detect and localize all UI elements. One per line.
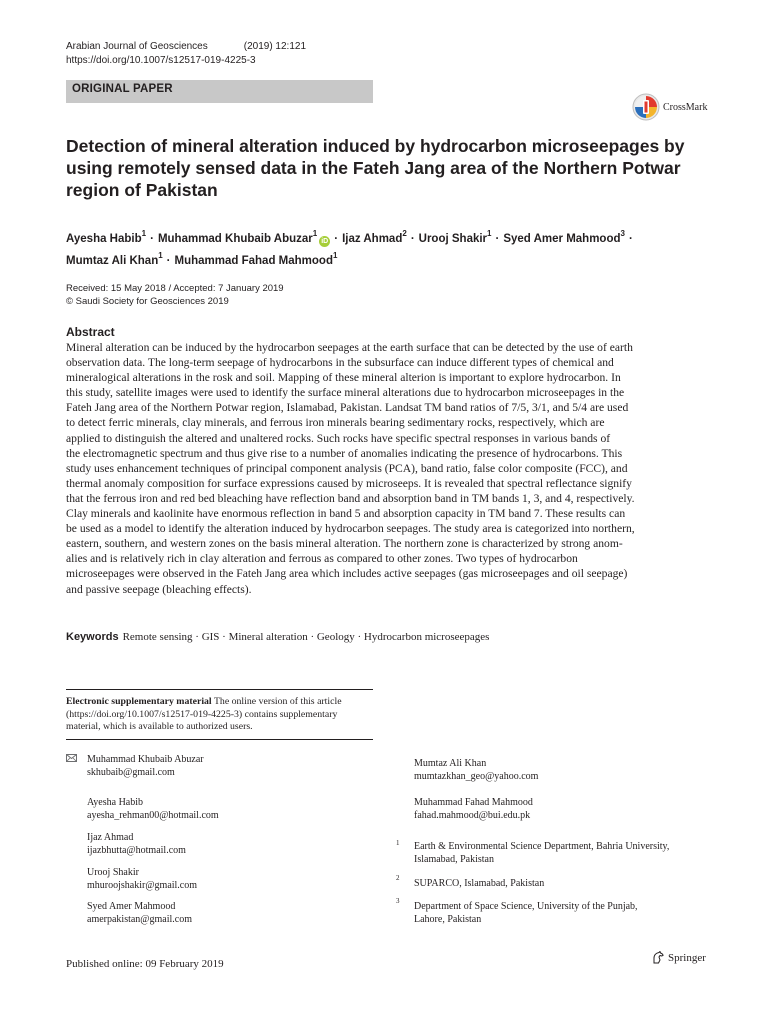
abstract-line: observation data. The long-term seepage of hydrocarbons in the subsurface can induce different types of chemical and: [66, 356, 614, 370]
author-list: [66, 226, 726, 270]
esm-divider-top: [66, 689, 373, 690]
article-type-label: ORIGINAL PAPER: [72, 83, 173, 95]
author-affiliation-mark: 1: [141, 229, 147, 238]
author-affiliation-mark: 1: [158, 250, 163, 260]
contact-entry: [87, 831, 186, 857]
crossmark-badge[interactable]: [632, 93, 707, 121]
springer-logo: [652, 951, 706, 964]
envelope-icon: [66, 754, 77, 762]
copyright-notice: © Saudi Society for Geosciences 2019: [66, 296, 229, 307]
keywords-line: [66, 631, 489, 643]
affiliation-line: Lahore, Pakistan: [414, 914, 482, 925]
abstract-body: [66, 340, 702, 597]
abstract-line: Fateh Jang area of the Northern Potwar region, Islamabad, Pakistan. Landsat TM band ratios of 7/5, 3/1, and 5/4 are used: [66, 401, 629, 415]
keywords-list: Remote sensing · GIS · Mineral alteration · Geology · Hydrocarbon microseepages: [122, 631, 490, 643]
abstract-line: study uses enhancement techniques of principal component analysis (PCA), band ratio, false color composite (FCC), and: [66, 461, 628, 475]
author-name[interactable]: Muhammad Fahad Mahmood: [174, 254, 333, 267]
author-separator: ·: [495, 232, 500, 245]
contact-email[interactable]: mhuroojshakir@gmail.com: [87, 880, 198, 891]
abstract-line: microseepages were observed in the Fateh Jang area which includes active seepages (gas microseepages and oil seepage): [66, 567, 628, 581]
abstract-line: eastern, southern, and western zones on the basis mineral alteration. The northern zone is characterized by strong anom-: [66, 537, 623, 551]
affiliation-number: 3: [396, 897, 400, 905]
contact-name: Muhammad Khubaib Abuzar: [87, 754, 204, 765]
journal-name: Arabian Journal of Geosciences: [66, 41, 208, 52]
contact-email[interactable]: fahad.mahmood@bui.edu.pk: [414, 810, 531, 821]
contact-entry: [414, 757, 538, 783]
abstract-heading: Abstract: [66, 325, 115, 339]
received-accepted-dates: Received: 15 May 2018 / Accepted: 7 January 2019: [66, 283, 284, 294]
author-affiliation-mark: 2: [402, 229, 407, 238]
abstract-line: the electromagnetic spectrum and thus give rise to a number of anomalies indicating the presence of hydrocarbons. This: [66, 446, 623, 460]
springer-horse-icon: [652, 951, 664, 964]
author-separator: ·: [628, 232, 633, 245]
author-separator: ·: [410, 232, 415, 245]
abstract-line: this study, satellite images were used to identify the surface mineral alterations due to hydrocarbon microseepages in the: [66, 386, 625, 400]
author-name[interactable]: Urooj Shakir: [418, 232, 488, 245]
author-name[interactable]: Muhammad Khubaib Abuzar: [157, 232, 313, 245]
crossmark-icon: [632, 93, 660, 121]
contact-name: Muhammad Fahad Mahmood: [414, 797, 533, 808]
contact-name: Syed Amer Mahmood: [87, 901, 176, 912]
esm-line[interactable]: (https://doi.org/10.1007/s12517-019-4225-3) contains supplementary: [66, 708, 338, 720]
abstract-line: applied to distinguish the altered and unaltered rocks. Such rocks have specific spectral responses in various bands of: [66, 431, 611, 445]
author-affiliation-mark: 1: [487, 229, 492, 238]
affiliation-text: [414, 900, 714, 926]
affiliation-line: SUPARCO, Islamabad, Pakistan: [414, 878, 545, 889]
affiliation-text: [414, 877, 714, 890]
contact-entry: [414, 796, 533, 822]
contact-email[interactable]: ayesha_rehman00@hotmail.com: [87, 810, 219, 821]
author-affiliation-mark: 1: [312, 229, 318, 238]
author-name[interactable]: Mumtaz Ali Khan: [66, 254, 159, 267]
contact-name: Urooj Shakir: [87, 867, 139, 878]
keywords-label: Keywords: [66, 631, 119, 643]
abstract-line: Mineral alteration can be induced by the hydrocarbon seepages at the earth surface that can be detected by the use of earth: [66, 341, 633, 354]
esm-note: [66, 696, 373, 734]
journal-citation: [66, 41, 306, 52]
contact-name: Mumtaz Ali Khan: [414, 758, 487, 769]
contact-entry: [87, 753, 204, 779]
crossmark-label: CrossMark: [663, 101, 708, 113]
doi-link[interactable]: https://doi.org/10.1007/s12517-019-4225-3: [66, 55, 256, 66]
abstract-line: and passive seepage (bleaching effects).: [66, 582, 252, 596]
affiliation-line: Islamabad, Pakistan: [414, 854, 494, 865]
abstract-line: Clay minerals and kaolinite have enormous reflection in band 5 and absorption capacity in TM band 7. These results can: [66, 507, 626, 521]
author-affiliation-mark: 3: [620, 229, 625, 238]
abstract-line: alies and is relatively rich in clay alteration and ferrous as compared to other zones. Two types of hydrocarbon: [66, 552, 578, 566]
published-online-date: Published online: 09 February 2019: [66, 958, 224, 970]
author-affiliation-mark: 1: [332, 250, 338, 260]
contact-email[interactable]: mumtazkhan_geo@yahoo.com: [414, 771, 539, 782]
contact-entry: [87, 866, 197, 892]
author-name[interactable]: Syed Amer Mahmood: [503, 232, 621, 245]
affiliation-line: Earth & Environmental Science Department, Bahria University,: [414, 841, 670, 852]
affiliation-number: 2: [396, 874, 400, 882]
contact-email[interactable]: skhubaib@gmail.com: [87, 767, 175, 778]
contact-entry: [87, 900, 192, 926]
affiliation-text: [414, 840, 714, 866]
orcid-icon[interactable]: iD: [321, 237, 329, 245]
contact-entry: [87, 796, 219, 822]
esm-line: The online version of this article: [213, 696, 342, 707]
contact-email[interactable]: amerpakistan@gmail.com: [87, 914, 193, 925]
author-name[interactable]: Ayesha Habib: [66, 232, 142, 245]
springer-label: Springer: [668, 951, 706, 964]
author-separator: ·: [334, 232, 339, 245]
affiliation-line: Department of Space Science, University of the Punjab,: [414, 901, 638, 912]
author-name[interactable]: Ijaz Ahmad: [342, 232, 403, 245]
abstract-line: be used as a model to identify the alteration induced by hydrocarbon seepages. The study area is categorized into northern,: [66, 522, 635, 536]
author-separator: ·: [166, 254, 171, 267]
esm-divider-bottom: [66, 739, 373, 740]
contact-email[interactable]: ijazbhutta@hotmail.com: [87, 845, 186, 856]
abstract-line: to detect ferric minerals, clay minerals, and ferrous iron minerals bearing sedimentary rocks, respectively, which are: [66, 416, 605, 430]
esm-line: material, which is available to authorized users.: [66, 721, 253, 732]
abstract-line: thermal anomaly composition for surface expressions caused by microseeps. It is revealed that spectral reflectance signify: [66, 476, 632, 490]
affiliation-number: 1: [396, 839, 400, 847]
contact-name: Ijaz Ahmad: [87, 832, 134, 843]
esm-label: Electronic supplementary material: [66, 696, 212, 707]
paper-title: Detection of mineral alteration induced by hydrocarbon microseepages by using remotely sensed data in the Fateh Jang area of the Northern Potwar region of Pakistan: [66, 136, 685, 200]
journal-volume: (2019) 12:121: [243, 41, 307, 52]
abstract-line: that the ferrous iron and red bed bleaching have reflection band and absorption band in TM bands 1, 3, and 4, respectively.: [66, 491, 635, 505]
abstract-line: mineralogical alterations in the rosk and soil. Mapping of these mineral alterion is important to explore hydrocarbon. In: [66, 371, 621, 385]
author-separator: ·: [150, 232, 154, 245]
contact-name: Ayesha Habib: [87, 797, 144, 808]
